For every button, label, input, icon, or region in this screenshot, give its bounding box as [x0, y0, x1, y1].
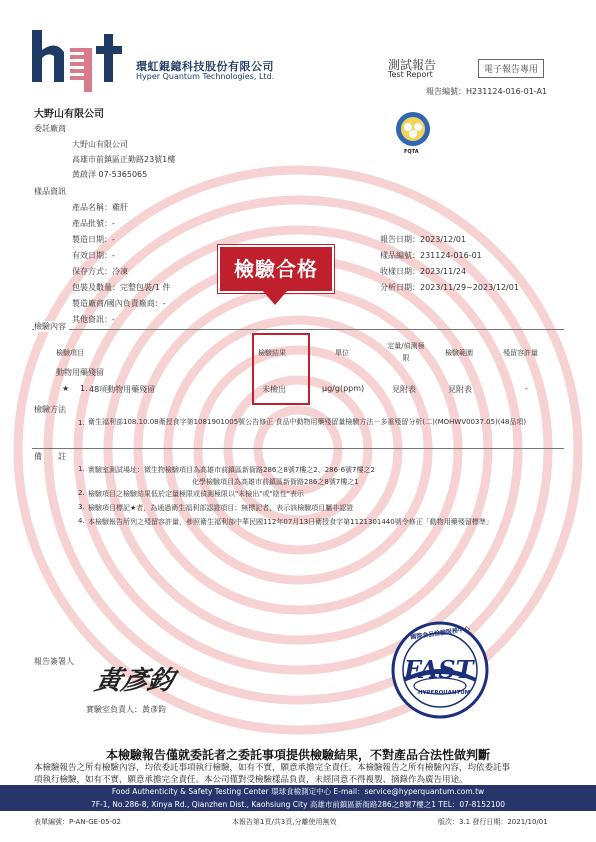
result-highlight-box [252, 333, 310, 405]
report-title-en: Test Report [388, 70, 433, 79]
sample-row: 報告日期：2023/12/01 [380, 235, 467, 244]
sample-section-label: 樣品資訊 [34, 187, 66, 196]
method-index: 1. [78, 419, 85, 427]
row-mrl: - [525, 384, 528, 393]
notes-section-label: 備 註 [34, 452, 66, 461]
note-line: 本檢驗報告所列之殘留容許量，參照衛生福利部中華民國112年07月13日衛授食字第1121301440號令修正「動物用藥殘留標準」 [88, 518, 493, 526]
fast-arc-text: 國際食品檢驗服務中心 [409, 625, 471, 642]
note-index: 2. [78, 489, 85, 497]
client-contact: 黃啟洋 07-5365065 [72, 170, 148, 179]
hqt-logo [30, 26, 130, 92]
company-name-zh: 環虹錕鐿科技股份有限公司 [136, 60, 274, 73]
sample-row: 製造廠商/國內負責廠商：- [72, 299, 166, 308]
page-count: 本報告第1頁/共3頁,分離使用無效 [232, 818, 337, 826]
footer-disclaimer-1: 本檢驗報告之所有檢驗內容，均依委託事項執行檢驗，如有不實，願意承擔完全責任。本檢驗報告之所有檢驗內容，均依委託事 [34, 763, 511, 773]
client-heading: 大野山有限公司 [34, 109, 104, 120]
note-index: 1. [78, 465, 85, 473]
report-number-line [426, 86, 547, 97]
row-item: 48項動物用藥殘留 [89, 385, 156, 394]
row-index: 1. [80, 384, 88, 393]
fast-sub-text: HYPERQUANTUM [418, 690, 471, 696]
signer-line: 實驗室負責人：黃彥鈞 [86, 705, 166, 714]
fast-main-text: FAST [404, 655, 474, 684]
pass-callout [218, 245, 334, 293]
company-name-en: Hyper Quantum Technologies, Ltd. [136, 72, 275, 81]
footer-address-line: 7F-1, No.286-8, Xinya Rd., Qianzhen Dist., Kaohsiung City 高雄市前鎮區新衙路286之8號7樓之1 TEL：07-8152100 [90, 800, 506, 809]
sample-row: 產品批號：- [72, 219, 115, 228]
test-section-label: 檢驗內容 [34, 321, 69, 332]
note-line: 檢驗項目之檢驗結果低於定量極限或偵測極限以"未檢出"或"陰性"表示 [88, 490, 304, 498]
header-mrl: 殘留容許量 [503, 349, 538, 357]
signature-label: 報告簽署人 [34, 657, 74, 666]
note-index: 3. [78, 503, 85, 511]
fqta-logo-text: FQTA [404, 149, 419, 155]
client-address: 高雄市前鎮區正勤路23號1樓 [72, 155, 176, 164]
header-range: 檢驗範圍 [445, 349, 473, 357]
pass-callout-pointer [262, 290, 288, 306]
sample-row: 有效日期：- [72, 251, 115, 260]
pass-callout-text: 檢驗合格 [234, 257, 318, 281]
note-line: 實驗室測試場址：微生物檢驗項目為高雄市前鎮區新衙路286之8號7樓之2、286-6號7樓之2 [88, 466, 375, 474]
handwritten-signature: 黃彥鈞 [92, 666, 177, 696]
sample-row: 其他資訊：- [72, 315, 115, 324]
sample-row: 保存方式：冷凍 [72, 267, 128, 276]
note-line: 檢驗項目標記★者，為通過衛生福利部認證項目；無標記者，表示該檢驗項目屬非認證 [88, 504, 354, 512]
header-limit: 定量/偵測極限 [387, 342, 425, 362]
electronic-report-badge: 電子報告專用 [478, 59, 544, 78]
row-range: 見附表 [448, 385, 472, 394]
sample-row: 製造日期：- [72, 235, 115, 244]
header-item: 檢驗項目 [56, 349, 84, 357]
header-result: 檢驗結果 [258, 349, 286, 357]
report-number-label: 報告編號： [426, 87, 466, 96]
note-line: 化學檢驗項目為高雄市前鎮區新衙路286之8號7樓之1 [192, 478, 359, 486]
note-index: 4. [78, 517, 85, 525]
footer-contact-bar [0, 785, 596, 811]
footer-center-line: Food Authenticity & Safety Testing Center 環球食檢測定中心 E-mail：service@hyperquantum.com.tw [111, 787, 485, 796]
divider [32, 329, 564, 330]
client-section-label: 委託廠商 [34, 124, 66, 133]
row-limit: 見附表 [392, 385, 416, 394]
report-title-zh: 測試報告 [388, 58, 437, 72]
sample-row: 產品名稱：雞肝 [72, 203, 128, 212]
client-name: 大野山有限公司 [72, 140, 128, 149]
row-result: 未檢出 [262, 385, 286, 394]
form-number: 表單編號：P-AN-GE-05-02 [34, 818, 121, 826]
method-section-label: 檢驗方法 [34, 405, 66, 414]
sample-row: 收樣日期：2023/11/24 [380, 267, 467, 276]
test-category: 動物用藥殘留 [56, 368, 104, 377]
accredited-mark: ★ [62, 384, 70, 393]
sample-row: 樣品編號：231124-016-01 [380, 251, 482, 260]
version-info: 版次：3.1 發行日期：2021/10/01 [438, 818, 548, 826]
report-number: H231124-016-01-A1 [466, 87, 548, 96]
divider [32, 448, 564, 449]
footer-statement: 本檢驗報告僅就委託者之委託事項提供檢驗結果，不對產品合法性做判斷 [105, 748, 490, 762]
fqta-logo [394, 110, 432, 148]
header-unit: 單位 [335, 349, 349, 357]
sample-row: 分析日期：2023/11/29~2023/12/01 [380, 283, 519, 292]
sample-row: 包裝及數量：完整包裝/1 件 [72, 283, 171, 292]
method-text: 衛生福利部108.10.08衛授食字第1081901005號公告修正 食品中動物用藥殘留量檢驗方法－多重殘留分析(二)(MOHWV0037.05)(48品項) [88, 418, 527, 426]
footer-disclaimer-2: 項執行檢驗，如有不實，願意承擔完全責任。本公司僅對受檢驗樣品負責，未經同意不得複製、摘錄作為廣告用途。 [34, 775, 468, 785]
row-unit: μg/g(ppm) [322, 384, 365, 393]
